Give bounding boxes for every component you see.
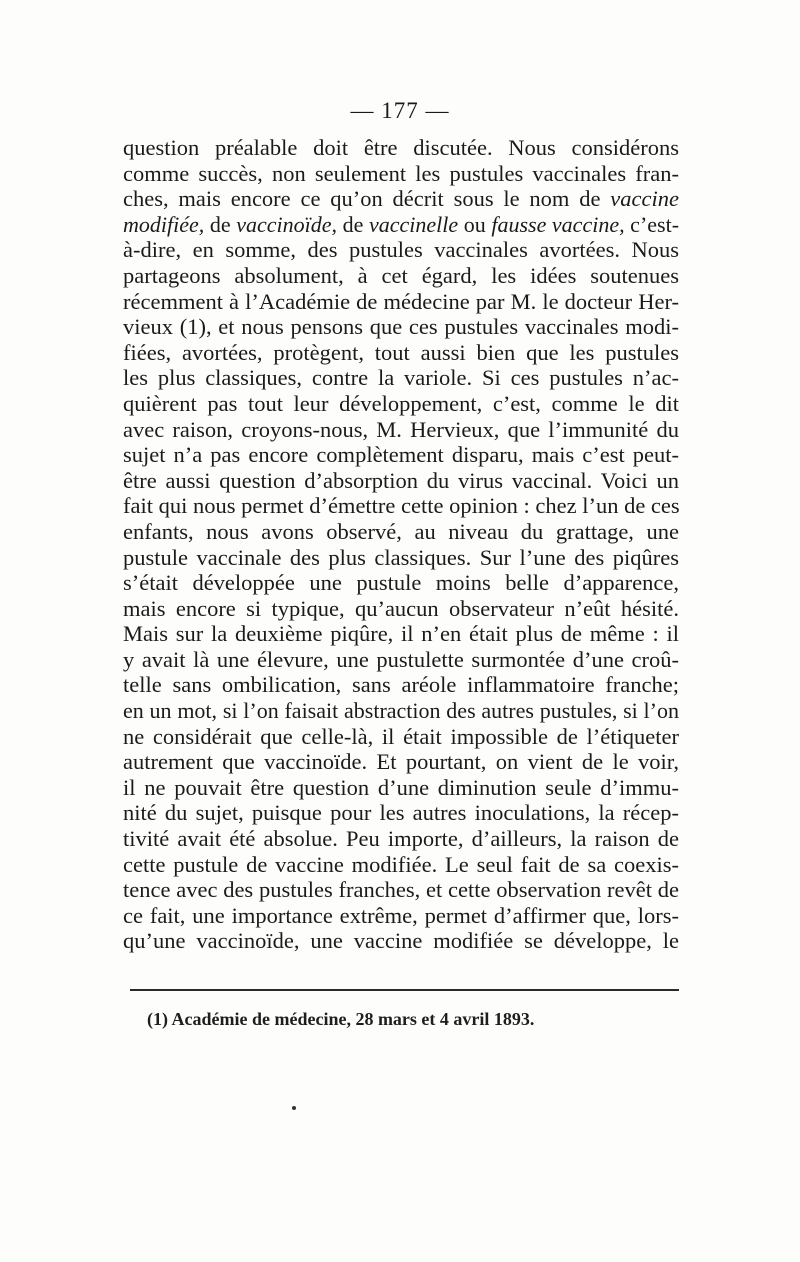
ink-speck bbox=[292, 1106, 296, 1110]
text-line: fait qui nous permet d’émettre cette opinion : chez l’un de ces bbox=[123, 493, 680, 519]
text-line: ce fait, une importance extrême, permet d’affirmer que, lors- bbox=[123, 902, 679, 928]
footnote-rule bbox=[130, 989, 679, 991]
text-line: sujet n’a pas encore complètement disparu, mais c’est peut- bbox=[123, 442, 679, 468]
text-line: nité du sujet, puisque pour les autres inoculations, la récep- bbox=[123, 800, 679, 826]
text-line-with-italic bbox=[123, 186, 679, 212]
text-line: s’était développée une pustule moins belle d’apparence, bbox=[123, 570, 679, 596]
text-line: pustule vaccinale des plus classiques. Sur l’une des piqûres bbox=[123, 544, 679, 570]
text-line: être aussi question d’absorption du virus vaccinal. Voici un bbox=[123, 467, 679, 493]
page-number: — 177 — bbox=[350, 98, 450, 123]
text-line: récemment à l’Académie de médecine par M. le docteur Her- bbox=[123, 288, 679, 314]
body-text bbox=[123, 135, 679, 954]
text-line: tence avec des pustules franches, et cette observation revêt de bbox=[123, 877, 679, 903]
italic-run: vaccinelle bbox=[368, 211, 459, 237]
text-line: y avait là une élevure, une pustulette surmontée d’une croû- bbox=[123, 646, 679, 672]
text-line: enfants, nous avons observé, au niveau du grattage, une bbox=[123, 518, 679, 544]
text-line: les plus classiques, contre la variole. Si ces pustules n’ac- bbox=[123, 365, 679, 391]
text-line: Mais sur la deuxième piqûre, il n’en était plus de même : il bbox=[123, 621, 679, 647]
text-line: mais encore si typique, qu’aucun observateur n’eût hésité. bbox=[123, 595, 679, 621]
text-line: vieux (1), et nous pensons que ces pustules vaccinales modi- bbox=[123, 314, 679, 340]
text-line: ne considérait que celle-là, il était impossible de l’étiqueter bbox=[123, 723, 679, 749]
text-line: comme succès, non seulement les pustules vaccinales fran- bbox=[123, 160, 679, 186]
text-line: avec raison, croyons-nous, M. Hervieux, que l’immunité du bbox=[123, 416, 679, 442]
text-line: cette pustule de vaccine modifiée. Le seul fait de sa coexis- bbox=[123, 851, 679, 877]
text-line: quièrent pas tout leur développement, c’est, comme le dit bbox=[123, 390, 679, 416]
text-line: en un mot, si l’on faisait abstraction des autres pustules, si l’on bbox=[123, 698, 679, 724]
italic-run: vaccine bbox=[610, 186, 679, 212]
text-line: partageons absolument, à cet égard, les idées soutenues bbox=[123, 262, 679, 288]
text-line: fiées, avortées, protègent, tout aussi bien que les pustules bbox=[123, 339, 679, 365]
text-line: il ne pouvait être question d’une diminution seule d’immu- bbox=[123, 774, 679, 800]
text-line: qu’une vaccinoïde, une vaccine modifiée se développe, le bbox=[123, 928, 679, 954]
text-line: tivité avait été absolue. Peu importe, d’ailleurs, la raison de bbox=[123, 826, 679, 852]
text-line: autrement que vaccinoïde. Et pourtant, on vient de le voir, bbox=[123, 749, 679, 775]
text-line: telle sans ombilication, sans aréole inflammatoire franche; bbox=[123, 672, 679, 698]
text-line-with-italic: modifiée, de vaccinoïde, de vaccinelle ou fausse vaccine, c’est- bbox=[123, 211, 680, 237]
italic-run: fausse vaccine, bbox=[491, 211, 625, 237]
italic-run: modifiée, bbox=[123, 211, 205, 237]
italic-run: vaccinoïde, bbox=[236, 211, 338, 237]
text-line: question préalable doit être discutée. Nous considérons bbox=[123, 135, 679, 160]
text-line: à-dire, en somme, des pustules vaccinales avortées. Nous bbox=[123, 237, 679, 263]
text-run: ches, mais encore ce qu’on décrit sous le nom de bbox=[123, 186, 611, 212]
footnote: (1) Académie de médecine, 28 mars et 4 avril 1893. bbox=[147, 1009, 535, 1029]
